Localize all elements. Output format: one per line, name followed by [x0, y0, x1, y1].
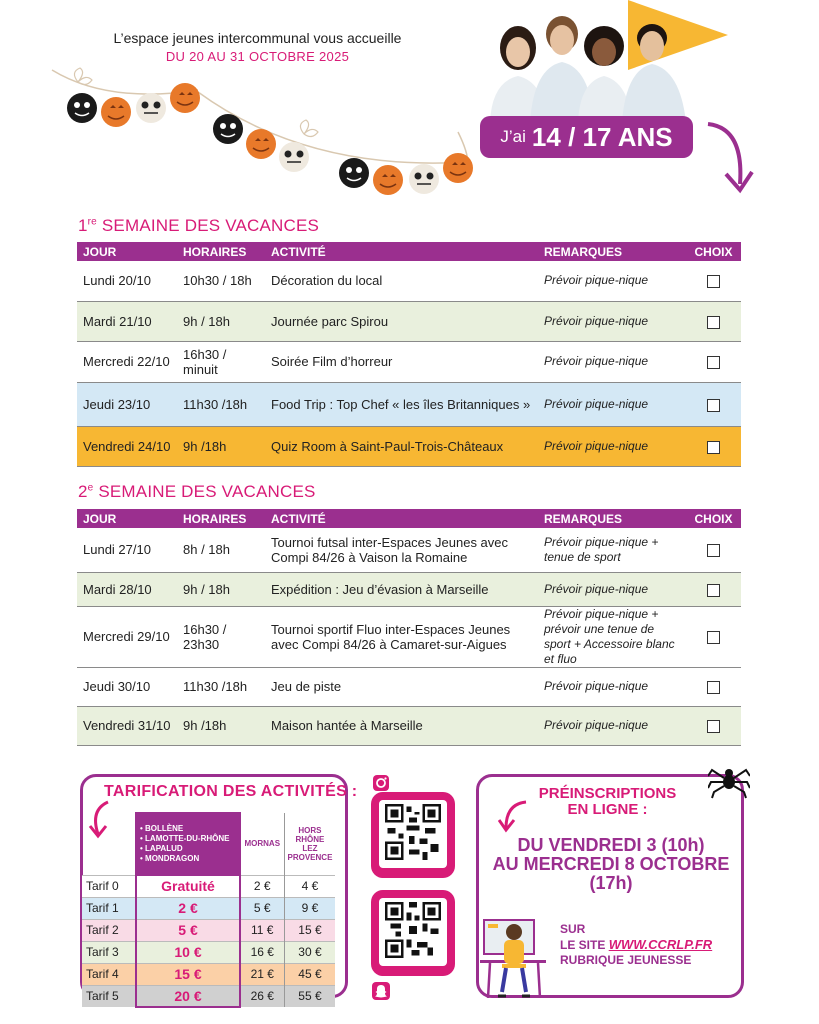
tarif-table [82, 812, 335, 1008]
cell-jour: Mardi 28/10 [77, 572, 177, 606]
cell-remarques: Prévoir pique-nique [538, 382, 686, 426]
cell-activite: Maison hantée à Marseille [265, 706, 538, 745]
tarif-row [82, 985, 335, 1007]
curved-arrow-icon [700, 120, 760, 200]
week1-title-sup: re [87, 216, 97, 228]
cell-activite: Décoration du local [265, 261, 538, 301]
col-horaires: HORAIRES [177, 242, 265, 261]
week2-title-num: 2 [78, 482, 88, 501]
cell-choix [686, 261, 741, 301]
cell-choix [686, 341, 741, 382]
cell-activite: Jeu de piste [265, 667, 538, 706]
tarif-row [82, 919, 335, 941]
age-prefix: J’ai [500, 127, 526, 146]
table-row [77, 706, 741, 745]
tarif-header-row [82, 813, 335, 875]
table-row [77, 341, 741, 382]
cell-remarques: Prévoir pique-nique [538, 341, 686, 382]
tarif-mornas-price: 21 € [240, 963, 284, 985]
intro-text: L’espace jeunes intercommunal vous accueille [113, 30, 402, 46]
cell-choix [686, 667, 741, 706]
cell-remarques: Prévoir pique-nique + prévoir une tenue de sport + Accessoire blanc et fluo [538, 606, 686, 667]
col-jour: JOUR [77, 242, 177, 261]
tarif-col-mornas: MORNAS [240, 813, 284, 875]
tarif-name: Tarif 0 [82, 875, 136, 897]
site-section: RUBRIQUE JEUNESSE [560, 953, 692, 967]
tarif-hors-price: 30 € [284, 941, 335, 963]
week1-title [78, 216, 319, 236]
preinscription-dates-line2: AU MERCREDI 8 OCTOBRE [492, 854, 730, 874]
cell-horaires: 11h30 /18h [177, 667, 265, 706]
choice-checkbox[interactable] [707, 316, 720, 329]
cell-activite: Tournoi futsal inter-Espaces Jeunes avec Compi 84/26 à Vaison la Romaine [265, 528, 538, 572]
cell-remarques: Prévoir pique-nique [538, 706, 686, 745]
preinscription-dates [490, 836, 732, 893]
tarif-mornas-price: 2 € [240, 875, 284, 897]
tarif-hors-price: 4 € [284, 875, 335, 897]
table-row [77, 572, 741, 606]
table-row [77, 426, 741, 466]
tarif-title: TARIFICATION DES ACTIVITÉS : [104, 783, 358, 800]
tarif-header-blank [82, 813, 136, 875]
snapchat-qr-code[interactable] [371, 890, 455, 976]
table-header-row [77, 509, 741, 528]
cell-remarques: Prévoir pique-nique [538, 301, 686, 341]
cell-horaires: 9h /18h [177, 426, 265, 466]
site-url-link[interactable]: WWW.CCRLP.FR [608, 937, 713, 952]
table-row [77, 382, 741, 426]
tarif-row [82, 941, 335, 963]
tarif-hors-price: 45 € [284, 963, 335, 985]
table-row [77, 667, 741, 706]
cell-jour: Lundi 27/10 [77, 528, 177, 572]
week1-table [77, 242, 741, 467]
cell-choix [686, 301, 741, 341]
preinscription-title-line2: EN LIGNE : [567, 801, 648, 818]
tarif-name: Tarif 4 [82, 963, 136, 985]
spider-icon [708, 760, 750, 800]
instagram-qr-code[interactable] [371, 792, 455, 878]
age-badge [480, 116, 693, 158]
choice-checkbox[interactable] [707, 720, 720, 733]
col-choix: CHOIX [686, 242, 741, 261]
tarif-hors-price: 15 € [284, 919, 335, 941]
cell-activite: Quiz Room à Saint-Paul-Trois-Châteaux [265, 426, 538, 466]
col-horaires: HORAIRES [177, 509, 265, 528]
cell-horaires: 9h /18h [177, 706, 265, 745]
zone-town: • MONDRAGON [140, 854, 200, 863]
cell-jour: Vendredi 31/10 [77, 706, 177, 745]
preinscription-title [520, 786, 695, 818]
intro-dates: DU 20 AU 31 OCTOBRE 2025 [165, 49, 350, 64]
tarif-main-price: 15 € [136, 963, 240, 985]
col-remarques: REMARQUES [538, 242, 686, 261]
preinscription-title-line1: PRÉINSCRIPTIONS [538, 785, 677, 802]
tarif-col-hors: HORS RHÔNE LEZ PROVENCE [284, 813, 335, 875]
tarif-name: Tarif 5 [82, 985, 136, 1007]
week1-title-text: SEMAINE DES VACANCES [96, 216, 320, 235]
tarif-hors-price: 9 € [284, 897, 335, 919]
table-row [77, 261, 741, 301]
tarif-mornas-price: 11 € [240, 919, 284, 941]
col-jour: JOUR [77, 509, 177, 528]
cell-remarques: Prévoir pique-nique [538, 667, 686, 706]
tarif-mornas-price: 26 € [240, 985, 284, 1007]
cell-activite: Journée parc Spirou [265, 301, 538, 341]
cell-jour: Jeudi 30/10 [77, 667, 177, 706]
tarif-main-price: 2 € [136, 897, 240, 919]
choice-checkbox[interactable] [707, 441, 720, 454]
zone-town: • LAPALUD [140, 844, 183, 853]
tarif-row [82, 897, 335, 919]
tarif-main-price: Gratuité [136, 875, 240, 897]
cell-horaires: 9h / 18h [177, 301, 265, 341]
cell-choix [686, 382, 741, 426]
zone-town: • BOLLÈNE [140, 824, 184, 833]
tarif-main-price: 10 € [136, 941, 240, 963]
week2-title-sup: e [87, 482, 94, 494]
tarif-name: Tarif 1 [82, 897, 136, 919]
col-remarques: REMARQUES [538, 509, 686, 528]
cell-horaires: 8h / 18h [177, 528, 265, 572]
cell-choix [686, 706, 741, 745]
tarif-name: Tarif 2 [82, 919, 136, 941]
site-label: LE SITE [560, 938, 606, 952]
tarif-row [82, 963, 335, 985]
age-range: 14 / 17 ANS [531, 121, 673, 152]
qr-pattern [385, 902, 441, 958]
cell-horaires: 11h30 /18h [177, 382, 265, 426]
choice-checkbox[interactable] [707, 356, 720, 369]
kid-at-computer-illustration [480, 912, 548, 998]
cell-jour: Vendredi 24/10 [77, 426, 177, 466]
choice-checkbox[interactable] [707, 681, 720, 694]
cell-activite: Food Trip : Top Chef « les îles Britanniques » [265, 382, 538, 426]
cell-jour: Lundi 20/10 [77, 261, 177, 301]
tarif-row [82, 875, 335, 897]
week2-title-text: SEMAINE DES VACANCES [93, 482, 316, 501]
week1-title-num: 1 [78, 216, 88, 235]
site-prefix: SUR [560, 922, 586, 936]
pumpkin-garland [48, 52, 488, 202]
snapchat-icon[interactable] [372, 982, 390, 1000]
cell-horaires: 16h30 / 23h30 [177, 606, 265, 667]
choice-checkbox[interactable] [707, 275, 720, 288]
cell-remarques: Prévoir pique-nique [538, 426, 686, 466]
cell-activite: Tournoi sportif Fluo inter-Espaces Jeunes avec Compi 84/26 à Camaret-sur-Aigues [265, 606, 538, 667]
instagram-icon[interactable] [372, 774, 390, 792]
preinscription-dates-line3: (17h) [589, 873, 633, 893]
qr-pattern [385, 804, 441, 860]
table-header-row [77, 242, 741, 261]
tarif-zone-header [136, 813, 240, 875]
cell-horaires: 9h / 18h [177, 572, 265, 606]
cell-jour: Mercredi 29/10 [77, 606, 177, 667]
cell-choix [686, 528, 741, 572]
cell-remarques: Prévoir pique-nique + tenue de sport [538, 528, 686, 572]
cell-remarques: Prévoir pique-nique [538, 261, 686, 301]
cell-jour: Mardi 21/10 [77, 301, 177, 341]
teens-photo [480, 4, 715, 122]
cell-jour: Mercredi 22/10 [77, 341, 177, 382]
table-row [77, 301, 741, 341]
tarif-main-price: 20 € [136, 985, 240, 1007]
tarif-mornas-price: 5 € [240, 897, 284, 919]
week2-title [78, 482, 316, 502]
table-row [77, 528, 741, 572]
choice-checkbox[interactable] [707, 584, 720, 597]
col-activite: ACTIVITÉ [265, 242, 538, 261]
tarif-main-price: 5 € [136, 919, 240, 941]
table-row [77, 606, 741, 667]
preinscription-site [560, 922, 712, 968]
col-choix: CHOIX [686, 509, 741, 528]
preinscription-dates-line1: DU VENDREDI 3 (10h) [517, 835, 705, 855]
tarif-hors-price: 55 € [284, 985, 335, 1007]
cell-activite: Expédition : Jeu d’évasion à Marseille [265, 572, 538, 606]
cell-jour: Jeudi 23/10 [77, 382, 177, 426]
cell-activite: Soirée Film d’horreur [265, 341, 538, 382]
cell-remarques: Prévoir pique-nique [538, 572, 686, 606]
tarif-name: Tarif 3 [82, 941, 136, 963]
choice-checkbox[interactable] [707, 399, 720, 412]
site-line [560, 937, 712, 953]
cell-horaires: 10h30 / 18h [177, 261, 265, 301]
cell-horaires: 16h30 / minuit [177, 341, 265, 382]
choice-checkbox[interactable] [707, 544, 720, 557]
col-activite: ACTIVITÉ [265, 509, 538, 528]
week2-table [77, 509, 741, 746]
choice-checkbox[interactable] [707, 631, 720, 644]
tarif-mornas-price: 16 € [240, 941, 284, 963]
cell-choix [686, 572, 741, 606]
cell-choix [686, 606, 741, 667]
cell-choix [686, 426, 741, 466]
zone-town: • LAMOTTE-DU-RHÔNE [140, 834, 230, 843]
